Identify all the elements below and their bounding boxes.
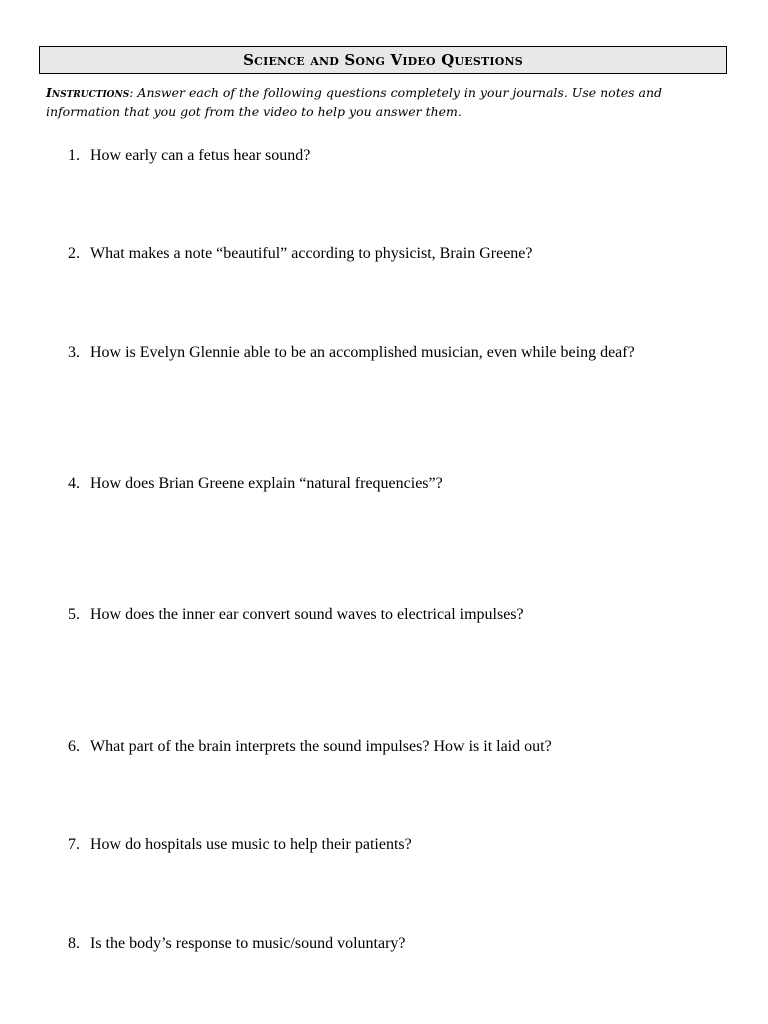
question-number: 5. <box>68 606 80 623</box>
instructions-text: : Answer each of the following questions completely in your journals. Use notes and information that you got from the video to help you answer them. <box>46 85 663 119</box>
question-text: How does the inner ear convert sound waves to electrical impulses? <box>90 606 524 623</box>
question-number: 1. <box>68 147 80 164</box>
instructions-label: Instructions <box>46 85 130 100</box>
instructions <box>46 83 736 121</box>
page-title: Science and Song Video Questions <box>39 46 727 74</box>
question-item <box>68 146 738 166</box>
question-item <box>68 343 738 363</box>
question-item <box>68 244 738 264</box>
question-text: How do hospitals use music to help their patients? <box>90 836 412 853</box>
question-number: 2. <box>68 245 80 262</box>
question-number: 3. <box>68 344 80 361</box>
question-number: 7. <box>68 836 80 853</box>
question-text: How does Brian Greene explain “natural frequencies”? <box>90 475 443 492</box>
question-text: Is the body’s response to music/sound voluntary? <box>90 935 406 952</box>
question-item <box>68 934 738 954</box>
question-number: 8. <box>68 935 80 952</box>
question-text: What part of the brain interprets the sound impulses? How is it laid out? <box>90 738 552 755</box>
question-text: What makes a note “beautiful” according to physicist, Brain Greene? <box>90 245 533 262</box>
question-text: How is Evelyn Glennie able to be an accomplished musician, even while being deaf? <box>90 344 635 361</box>
question-item <box>68 474 738 494</box>
question-text: How early can a fetus hear sound? <box>90 147 311 164</box>
question-number: 6. <box>68 738 80 755</box>
question-item <box>68 605 738 625</box>
question-item <box>68 737 738 757</box>
question-item <box>68 835 738 855</box>
question-number: 4. <box>68 475 80 492</box>
